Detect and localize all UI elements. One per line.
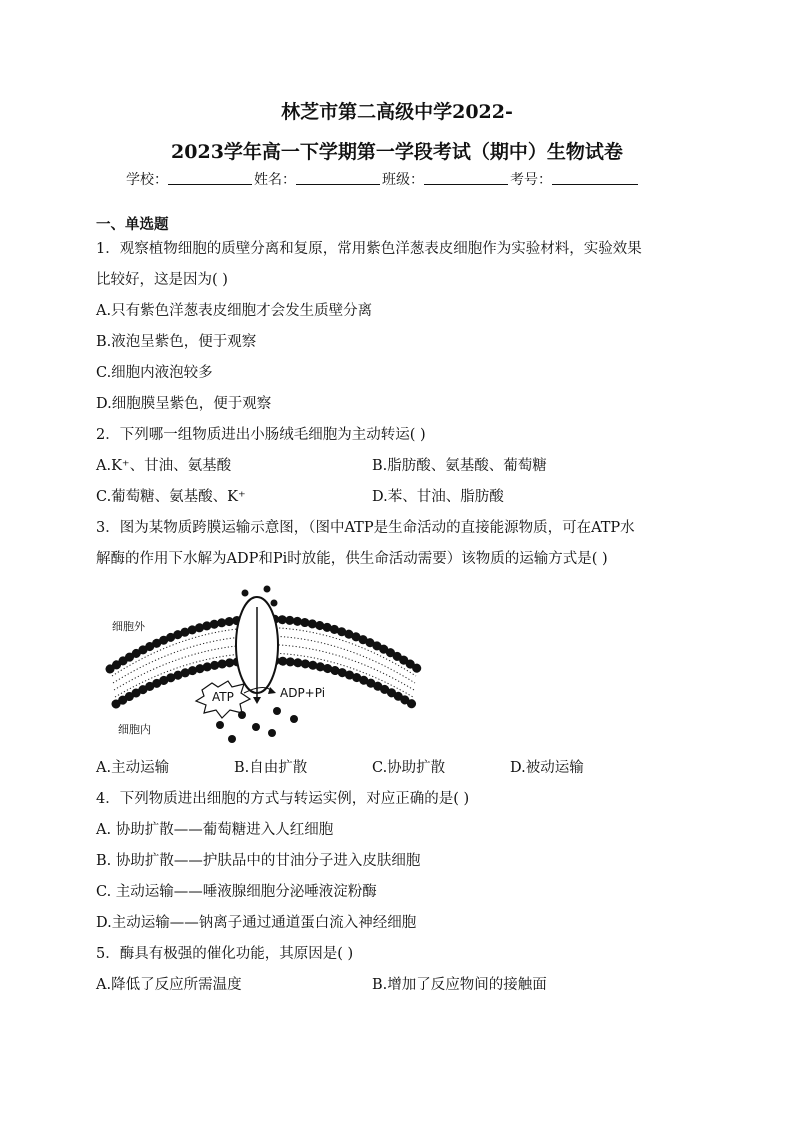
q3-option-b: B.自由扩散 [234, 760, 308, 776]
class-blank[interactable] [424, 170, 508, 185]
atp-label: ATP [212, 690, 234, 704]
q1-option-b: B.液泡呈紫色，便于观察 [96, 334, 257, 350]
q1-stem-line2: 比较好，这是因为( ) [96, 272, 228, 288]
q4-option-b: B. 协助扩散——护肤品中的甘油分子进入皮肤细胞 [96, 853, 421, 869]
school-label: 学校： [126, 172, 168, 188]
number-blank[interactable] [552, 170, 638, 185]
q5-stem: 5．酶具有极强的催化功能，其原因是( ) [96, 946, 354, 962]
q4-option-a: A. 协助扩散——葡萄糖进入人红细胞 [96, 822, 334, 838]
q3-option-d: D.被动运输 [510, 760, 584, 776]
q4-option-c: C. 主动运输——唾液腺细胞分泌唾液淀粉酶 [96, 884, 377, 900]
q4-option-d: D.主动运输——钠离子通过通道蛋白流入神经细胞 [96, 915, 417, 931]
school-blank[interactable] [168, 170, 252, 185]
inside-cell-label: 细胞内 [118, 723, 151, 736]
exam-title-line2: 2023学年高一下学期第一学段考试（期中）生物试卷 [171, 141, 623, 163]
student-info-row [126, 170, 640, 190]
q1-option-c: C.细胞内液泡较多 [96, 365, 213, 381]
q2-option-a: A.K⁺、甘油、氨基酸 [96, 458, 232, 474]
q1-option-d: D.细胞膜呈紫色，便于观察 [96, 396, 272, 412]
outside-cell-label: 细胞外 [112, 620, 145, 633]
q4-stem: 4．下列物质进出细胞的方式与转运实例，对应正确的是( ) [96, 791, 470, 807]
q1-option-a: A.只有紫色洋葱表皮细胞才会发生质壁分离 [96, 303, 373, 319]
q2-option-c: C.葡萄糖、氨基酸、K⁺ [96, 489, 246, 505]
class-label: 班级： [382, 172, 424, 188]
name-label: 姓名： [254, 172, 296, 188]
membrane-transport-figure [104, 583, 424, 745]
number-label: 考号： [510, 172, 552, 188]
q5-option-a: A.降低了反应所需温度 [96, 977, 242, 993]
q2-option-d: D.苯、甘油、脂肪酸 [372, 489, 504, 505]
q3-stem-line2: 解酶的作用下水解为ADP和Pi时放能，供生命活动需要）该物质的运输方式是( ) [96, 551, 608, 567]
exam-title-line1: 林芝市第二高级中学2022- [281, 101, 513, 123]
section-heading: 一、单选题 [96, 216, 169, 233]
name-blank[interactable] [296, 170, 380, 185]
q1-stem-line1: 1．观察植物细胞的质壁分离和复原，常用紫色洋葱表皮细胞作为实验材料，实验效果 [96, 241, 642, 257]
q3-option-a: A.主动运输 [96, 760, 170, 776]
q3-option-c: C.协助扩散 [372, 760, 446, 776]
q2-stem: 2．下列哪一组物质进出小肠绒毛细胞为主动转运( ) [96, 427, 426, 443]
q2-option-b: B.脂肪酸、氨基酸、葡萄糖 [372, 458, 547, 474]
q3-stem-line1: 3．图为某物质跨膜运输示意图，（图中ATP是生命活动的直接能源物质，可在ATP水 [96, 520, 635, 536]
adp-pi-label: ADP+Pi [280, 686, 326, 700]
q5-option-b: B.增加了反应物间的接触面 [372, 977, 547, 993]
